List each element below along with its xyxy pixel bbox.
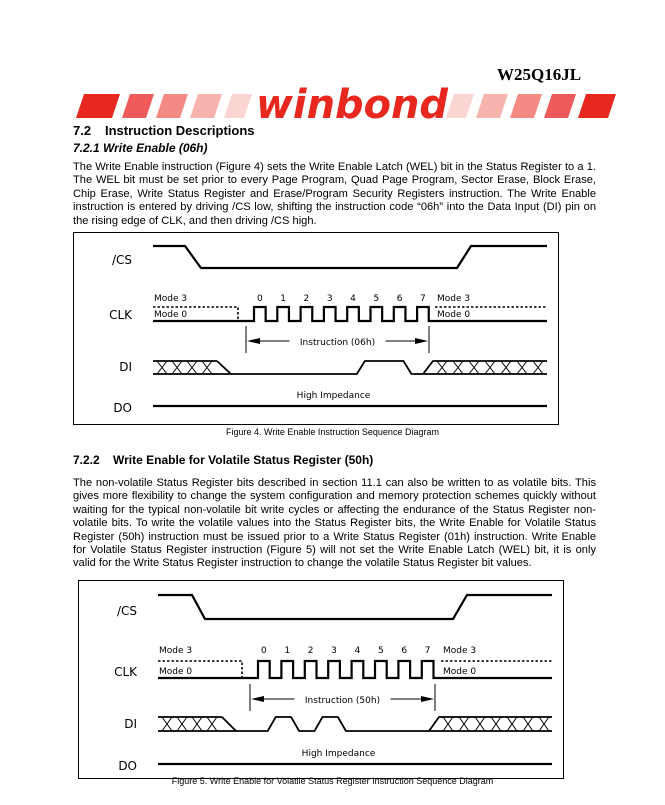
part-number: W25Q16JL [497,65,582,84]
mode3-label-right: Mode 3 [443,646,477,656]
clock-cycle-label: 0 [260,646,267,656]
mode0-label-left: Mode 0 [154,310,188,320]
clk-waveform [158,661,552,678]
mode0-label-right: Mode 0 [437,310,471,320]
logo-stripe [76,94,120,118]
subsection-heading-1: 7.2.1 Write Enable (06h) [73,141,208,155]
figure-5-timing-diagram [78,580,564,779]
logo-stripe [122,94,154,118]
signal-label-do: DO [113,401,132,415]
do-high-impedance-label: High Impedance [301,749,376,759]
clock-cycle-label: 3 [326,294,333,304]
clock-cycle-label: 6 [401,646,408,656]
signal-label-clk: CLK [114,665,137,679]
signal-label-cs: /CS [116,604,137,618]
di-transition [222,717,236,731]
arrow-right-icon [415,338,428,344]
signal-label-di: DI [124,717,137,731]
logo-stripe [544,94,576,118]
di-transition [217,361,231,374]
clock-cycle-label: 4 [354,646,361,656]
logo-stripe [476,94,508,118]
di-waveform [153,361,423,374]
clock-cycle-label: 7 [420,294,426,304]
instruction-label: Instruction (06h) [299,338,376,348]
logo-stripes-right [446,94,616,118]
paragraph-volatile-status: The non-volatile Status Register bits described in section 11.1 can also be written to as volatile bits. This gives more flexibility to change the system configuration and memory protection schemes quickly without waiting for the typical non-volatile bit write cycles or affecting the endurance of the Status Register non-volatile bits. To write the volatile values into the Status Register bits, the Write Enable for Volatile Status Register (50h) instruction must be issued prior to a Write Status Register (01h) instruction. Write Enable for Volatile Status Register instruction (Figure 5) will not set the Write Enable Latch (WEL) bit, it is only valid for the Write Status Register instruction to change the volatile Status Register bit values. [73,477,596,570]
signal-label-do: DO [118,759,137,773]
cs-waveform [158,595,552,619]
figure-4-caption: Figure 4. Write Enable Instruction Sequence Diagram [226,427,439,437]
mode3-label-left: Mode 3 [159,646,193,656]
paragraph-write-enable: The Write Enable instruction (Figure 4) sets the Write Enable Latch (WEL) bit in the Status Register to a 1. The WEL bit must be set prior to every Page Program, Quad Page Program, Sector Erase, Block Erase, Chip Erase, Write Status Register and Erase/Program Security Registers instruction. The Write Enable instruction is entered by driving /CS low, shifting the instruction code “06h” into the Data Input (DI) pin on the rising edge of CLK, and then driving /CS high. [73,161,596,227]
section-title: Instruction Descriptions [105,123,255,138]
mode0-label-right: Mode 0 [443,667,477,677]
clock-cycle-label: 3 [331,646,337,656]
logo-stripe [156,94,188,118]
signal-label-clk: CLK [109,308,132,322]
subsection-heading-2 [73,453,373,467]
logo-stripe [510,94,542,118]
clock-cycle-label: 6 [396,294,403,304]
figure-4-timing-diagram [73,232,559,425]
clock-cycle-label: 2 [303,294,310,304]
section-heading [73,123,255,138]
clock-cycle-label: 4 [350,294,356,304]
mode0-label-left: Mode 0 [159,667,193,677]
clock-cycle-label: 1 [280,294,286,304]
mode3-label-left: Mode 3 [154,294,188,304]
arrow-left-icon [251,696,264,702]
logo-wordmark: winbond [256,86,449,122]
clock-cycle-label: 5 [377,646,384,656]
logo-stripes-left [76,94,252,118]
arrow-left-icon [247,338,260,344]
arrow-right-icon [421,696,434,702]
subsection-title: Write Enable for Volatile Status Register (50h) [113,453,374,467]
di-waveform [158,717,429,731]
logo-stripe [578,94,616,118]
timing-diagram-svg [74,233,558,424]
clock-cycle-label: 5 [373,294,380,304]
winbond-logo [70,86,620,122]
timing-diagram-svg [79,581,563,778]
logo-stripe [446,94,474,118]
clock-cycle-label: 0 [256,294,263,304]
clock-cycle-label: 7 [424,646,431,656]
subsection-number: 7.2.2 [73,453,100,467]
signal-label-cs: /CS [111,253,132,267]
clock-cycle-label: 2 [307,646,314,656]
logo-stripe [190,94,222,118]
do-high-impedance-label: High Impedance [296,391,371,401]
instruction-label: Instruction (50h) [304,696,381,706]
cs-waveform [153,246,547,268]
signal-label-di: DI [119,360,132,374]
logo-stripe [224,94,252,118]
clk-waveform [153,307,547,321]
figure-5-caption: Figure 5. Write Enable for Volatile Status Register Instruction Sequence Diagram [171,776,494,786]
clock-cycle-label: 1 [284,646,291,656]
mode3-label-right: Mode 3 [437,294,471,304]
section-number: 7.2 [73,123,92,138]
